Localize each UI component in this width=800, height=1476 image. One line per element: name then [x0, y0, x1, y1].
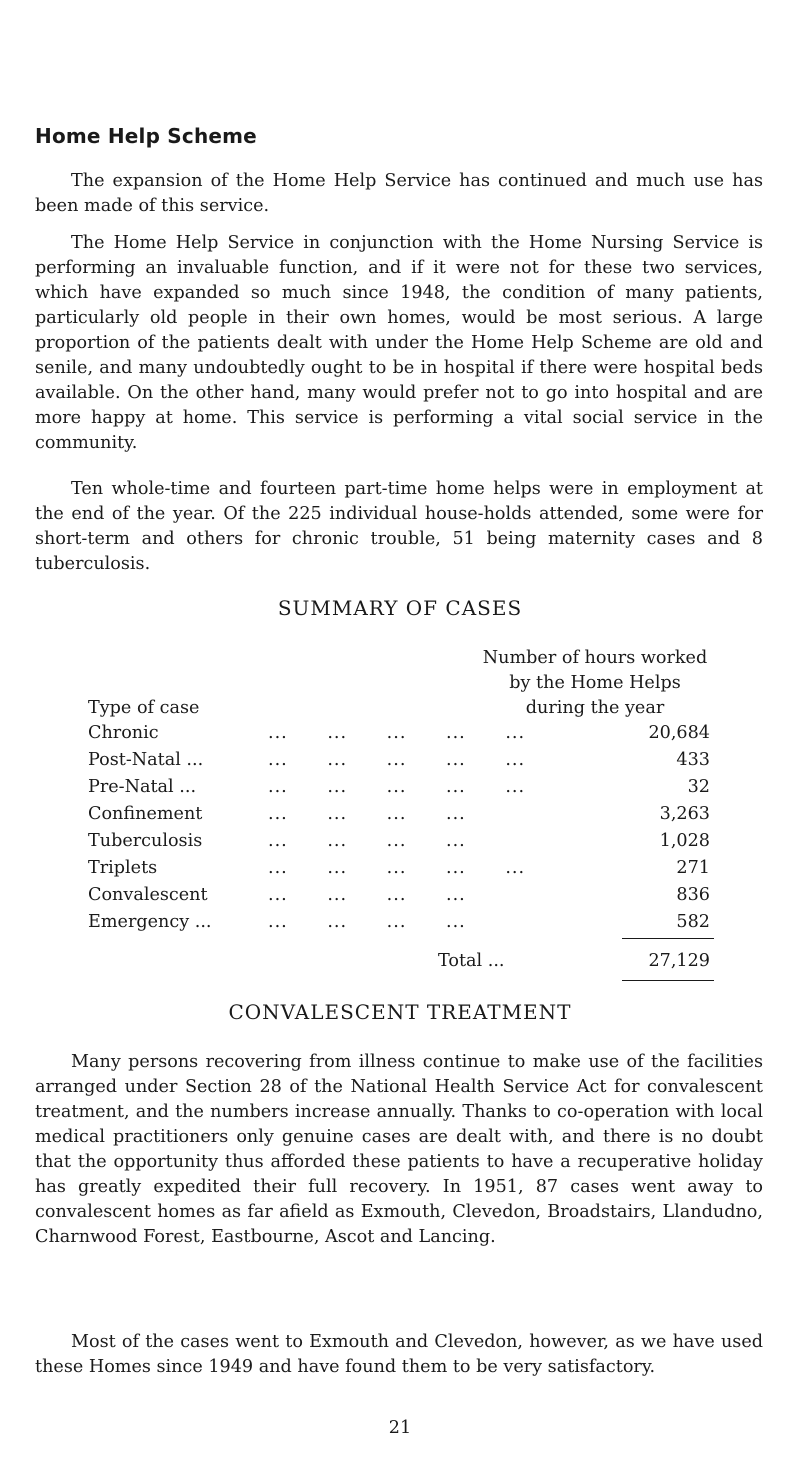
convalescent-paragraph-2: Most of the cases went to Exmouth and Clevedon, however, as we have used these Homes since 1949 and have found them to be very satisfactory. [35, 1332, 763, 1377]
hours-value: 582 [676, 912, 710, 932]
home-help-paragraph-1: The expansion of the Home Help Service has continued and much use has been made of this service. [35, 171, 763, 216]
total-rule-top [622, 938, 714, 939]
hours-value: 1,028 [659, 831, 710, 851]
leader-dots: ... ... ... ... ... [268, 777, 526, 797]
type-column-heading: Type of case [88, 698, 200, 718]
page-number: 21 [388, 1418, 412, 1438]
total-rule-bottom [622, 980, 714, 981]
summary-heading: SUMMARY OF CASES [277, 596, 523, 620]
hours-column-heading-line-3: during the year [525, 698, 665, 718]
leader-dots: ... ... ... ... ... [268, 858, 526, 878]
leader-dots: ... ... ... ... [268, 804, 466, 824]
leader-dots: ... ... ... ... [268, 831, 466, 851]
table-row [88, 747, 710, 774]
total-label: Total ... [438, 951, 505, 971]
total-row [88, 948, 710, 975]
total-value: 27,129 [648, 951, 710, 971]
hours-value: 271 [676, 858, 710, 878]
hours-value: 836 [676, 885, 710, 905]
hours-value: 3,263 [659, 804, 710, 824]
convalescent-paragraph-1: Many persons recovering from illness continue to make use of the facilities arranged under Section 28 of the National Health Service Act for convalescent treatment, and the numbers increase annually. Thanks to co-operation with local medical practitioners only genuine cases are dealt with, and there is no doubt that the opportunity thus afforded these patients to have a recuperative holiday has greatly expedited their full recovery. In 1951, 87 cases went away to convalescent homes as far afield as Exmouth, Clevedon, Broadstairs, Llandudno, Charnwood Forest, Eastbourne, Ascot and Lancing. [35, 1052, 763, 1247]
table-row [88, 855, 710, 882]
case-type-label: Emergency ... [88, 912, 212, 932]
section-title-home-help: Home Help Scheme [35, 124, 257, 148]
case-type-label: Confinement [88, 804, 203, 824]
home-help-paragraph-2: The Home Help Service in conjunction with the Home Nursing Service is performing an invaluable function, and if it were not for these two services, which have expanded so much since 1948, the condition of many patients, particularly old people in their own homes, would be most serious. A large proportion of the patients dealt with under the Home Help Scheme are old and senile, and many undoubtedly ought to be in hospital if there were hospital beds available. On the other hand, many would prefer not to go into hospital and are more happy at home. This service is performing a vital social service in the community. [35, 233, 763, 453]
hours-column-heading-line-1: Number of hours worked [482, 648, 708, 668]
case-type-label: Tuberculosis [88, 831, 203, 851]
case-type-label: Convalescent [88, 885, 208, 905]
case-type-label: Pre-Natal ... [88, 777, 197, 797]
leader-dots: ... ... ... ... ... [268, 750, 526, 770]
case-type-label: Chronic [88, 723, 159, 743]
table-row [88, 774, 710, 801]
table-row [88, 828, 710, 855]
leader-dots: ... ... ... ... [268, 912, 466, 932]
case-type-label: Triplets [88, 858, 158, 878]
table-row [88, 720, 710, 747]
hours-value: 20,684 [648, 723, 710, 743]
table-row [88, 882, 710, 909]
table-row [88, 909, 710, 936]
convalescent-heading: CONVALESCENT TREATMENT [228, 1000, 572, 1024]
leader-dots: ... ... ... ... [268, 885, 466, 905]
leader-dots: ... ... ... ... ... [268, 723, 526, 743]
case-type-label: Post-Natal ... [88, 750, 204, 770]
home-help-paragraph-3: Ten whole-time and fourteen part-time home helps were in employment at the end of the year. Of the 225 individual house-holds attended, some were for short-term and others for chronic trouble, 51 being maternity cases and 8 tuberculosis. [35, 479, 763, 574]
hours-value: 433 [676, 750, 710, 770]
table-row [88, 801, 710, 828]
hours-column-heading-line-2: by the Home Helps [509, 673, 681, 693]
hours-value: 32 [687, 777, 710, 797]
